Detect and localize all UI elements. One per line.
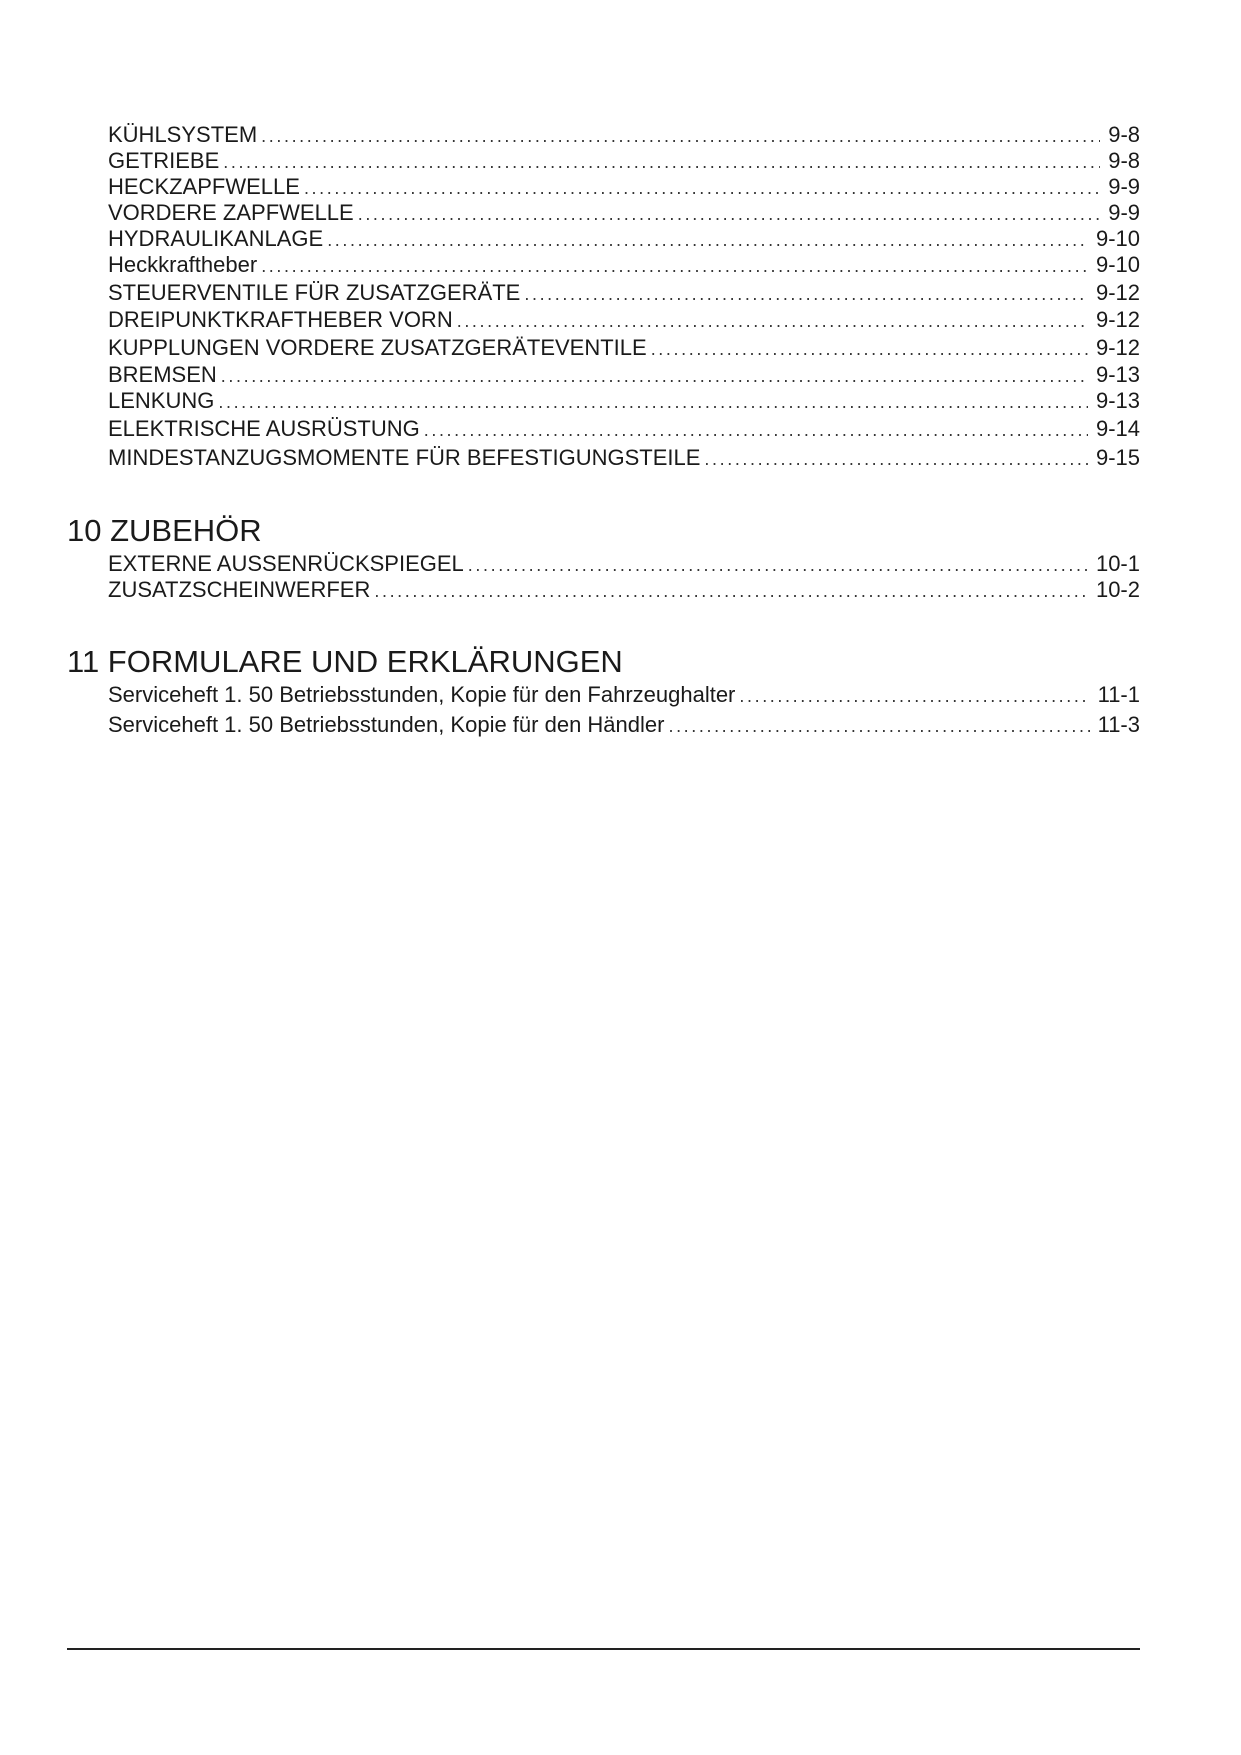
toc-entry[interactable]: [108, 174, 1140, 200]
toc-entry-page: 9-12: [1095, 335, 1140, 360]
toc-entry[interactable]: [108, 226, 1140, 252]
footer-divider: [67, 1648, 1140, 1650]
toc-entry-title: KÜHLSYSTEM: [108, 122, 258, 147]
toc-entry-title: Serviceheft 1. 50 Betriebsstunden, Kopie für den Händler: [108, 712, 665, 737]
dot-leader: [524, 281, 1088, 307]
toc-entry-page: 9-8: [1108, 148, 1140, 173]
toc-entry-title: VORDERE ZAPFWELLE: [108, 200, 354, 225]
toc-chapter-11: [108, 682, 1140, 742]
dot-leader: [424, 417, 1088, 443]
dot-leader: [651, 336, 1088, 362]
toc-entry[interactable]: [108, 280, 1140, 307]
toc-entry-page: 9-15: [1095, 445, 1140, 470]
toc-entry-title: Serviceheft 1. 50 Betriebsstunden, Kopie für den Fahrzeughalter: [108, 682, 736, 707]
dot-leader: [739, 683, 1089, 709]
dot-leader: [261, 123, 1100, 149]
dot-leader: [457, 308, 1088, 334]
toc-entry-title: ZUSATZSCHEINWERFER: [108, 577, 371, 602]
toc-entry-page: 10-1: [1095, 551, 1140, 576]
toc-chapter-10: [108, 551, 1140, 603]
toc-entry-page: 9-13: [1095, 362, 1140, 387]
toc-entry[interactable]: [108, 335, 1140, 362]
toc-entry-title: KUPPLUNGEN VORDERE ZUSATZGERÄTEVENTILE: [108, 335, 647, 360]
toc-entry-page: 9-9: [1108, 174, 1140, 199]
toc-entry-title: ELEKTRISCHE AUSRÜSTUNG: [108, 416, 420, 441]
dot-leader: [261, 253, 1088, 279]
toc-entry-page: 9-9: [1108, 200, 1140, 225]
toc-entry[interactable]: [108, 307, 1140, 335]
toc-entry[interactable]: [108, 682, 1140, 712]
dot-leader: [374, 578, 1088, 604]
toc-entry[interactable]: [108, 577, 1140, 603]
dot-leader: [221, 363, 1088, 389]
toc-entry-page: 10-2: [1095, 577, 1140, 602]
dot-leader: [218, 389, 1088, 415]
toc-entry-page: 9-14: [1095, 416, 1140, 441]
toc-entry-title: GETRIEBE: [108, 148, 220, 173]
dot-leader: [223, 149, 1100, 175]
toc-entry-title: STEUERVENTILE FÜR ZUSATZGERÄTE: [108, 280, 521, 305]
toc-entry-page: 9-13: [1095, 388, 1140, 413]
toc-entry-page: 9-8: [1108, 122, 1140, 147]
toc-entry-title: MINDESTANZUGSMOMENTE FÜR BEFESTIGUNGSTEILE: [108, 445, 701, 470]
toc-entry-title: BREMSEN: [108, 362, 217, 387]
toc-entry-page: 11-3: [1097, 712, 1140, 737]
toc-entry[interactable]: [108, 551, 1140, 577]
toc-entry-page: 9-10: [1095, 226, 1140, 251]
toc-entry-title: HYDRAULIKANLAGE: [108, 226, 324, 251]
dot-leader: [668, 713, 1089, 739]
toc-entry-title: HECKZAPFWELLE: [108, 174, 300, 199]
dot-leader: [704, 446, 1088, 472]
toc-entry-title: DREIPUNKTKRAFTHEBER VORN: [108, 307, 453, 332]
toc-entry[interactable]: [108, 252, 1140, 280]
dot-leader: [468, 552, 1088, 578]
toc-entry-title: EXTERNE AUSSENRÜCKSPIEGEL: [108, 551, 464, 576]
toc-entry[interactable]: [108, 388, 1140, 416]
toc-entry[interactable]: [108, 445, 1140, 473]
toc-entry[interactable]: [108, 122, 1140, 148]
toc-entry[interactable]: [108, 148, 1140, 174]
toc-entry[interactable]: [108, 362, 1140, 388]
chapter-heading[interactable]: 11 FORMULARE UND ERKLÄRUNGEN: [67, 644, 623, 679]
dot-leader: [304, 175, 1100, 201]
toc-entry-title: LENKUNG: [108, 388, 215, 413]
toc-entry[interactable]: [108, 416, 1140, 445]
toc-section-9: [108, 122, 1140, 473]
toc-entry-page: 9-12: [1095, 307, 1140, 332]
toc-entry[interactable]: [108, 712, 1140, 742]
toc-entry-page: 11-1: [1097, 682, 1140, 707]
toc-entry[interactable]: [108, 200, 1140, 226]
dot-leader: [327, 227, 1088, 253]
toc-entry-page: 9-10: [1095, 252, 1140, 277]
dot-leader: [358, 201, 1100, 227]
toc-entry-title: Heckkraftheber: [108, 252, 258, 277]
chapter-heading[interactable]: 10 ZUBEHÖR: [67, 513, 262, 548]
toc-entry-page: 9-12: [1095, 280, 1140, 305]
